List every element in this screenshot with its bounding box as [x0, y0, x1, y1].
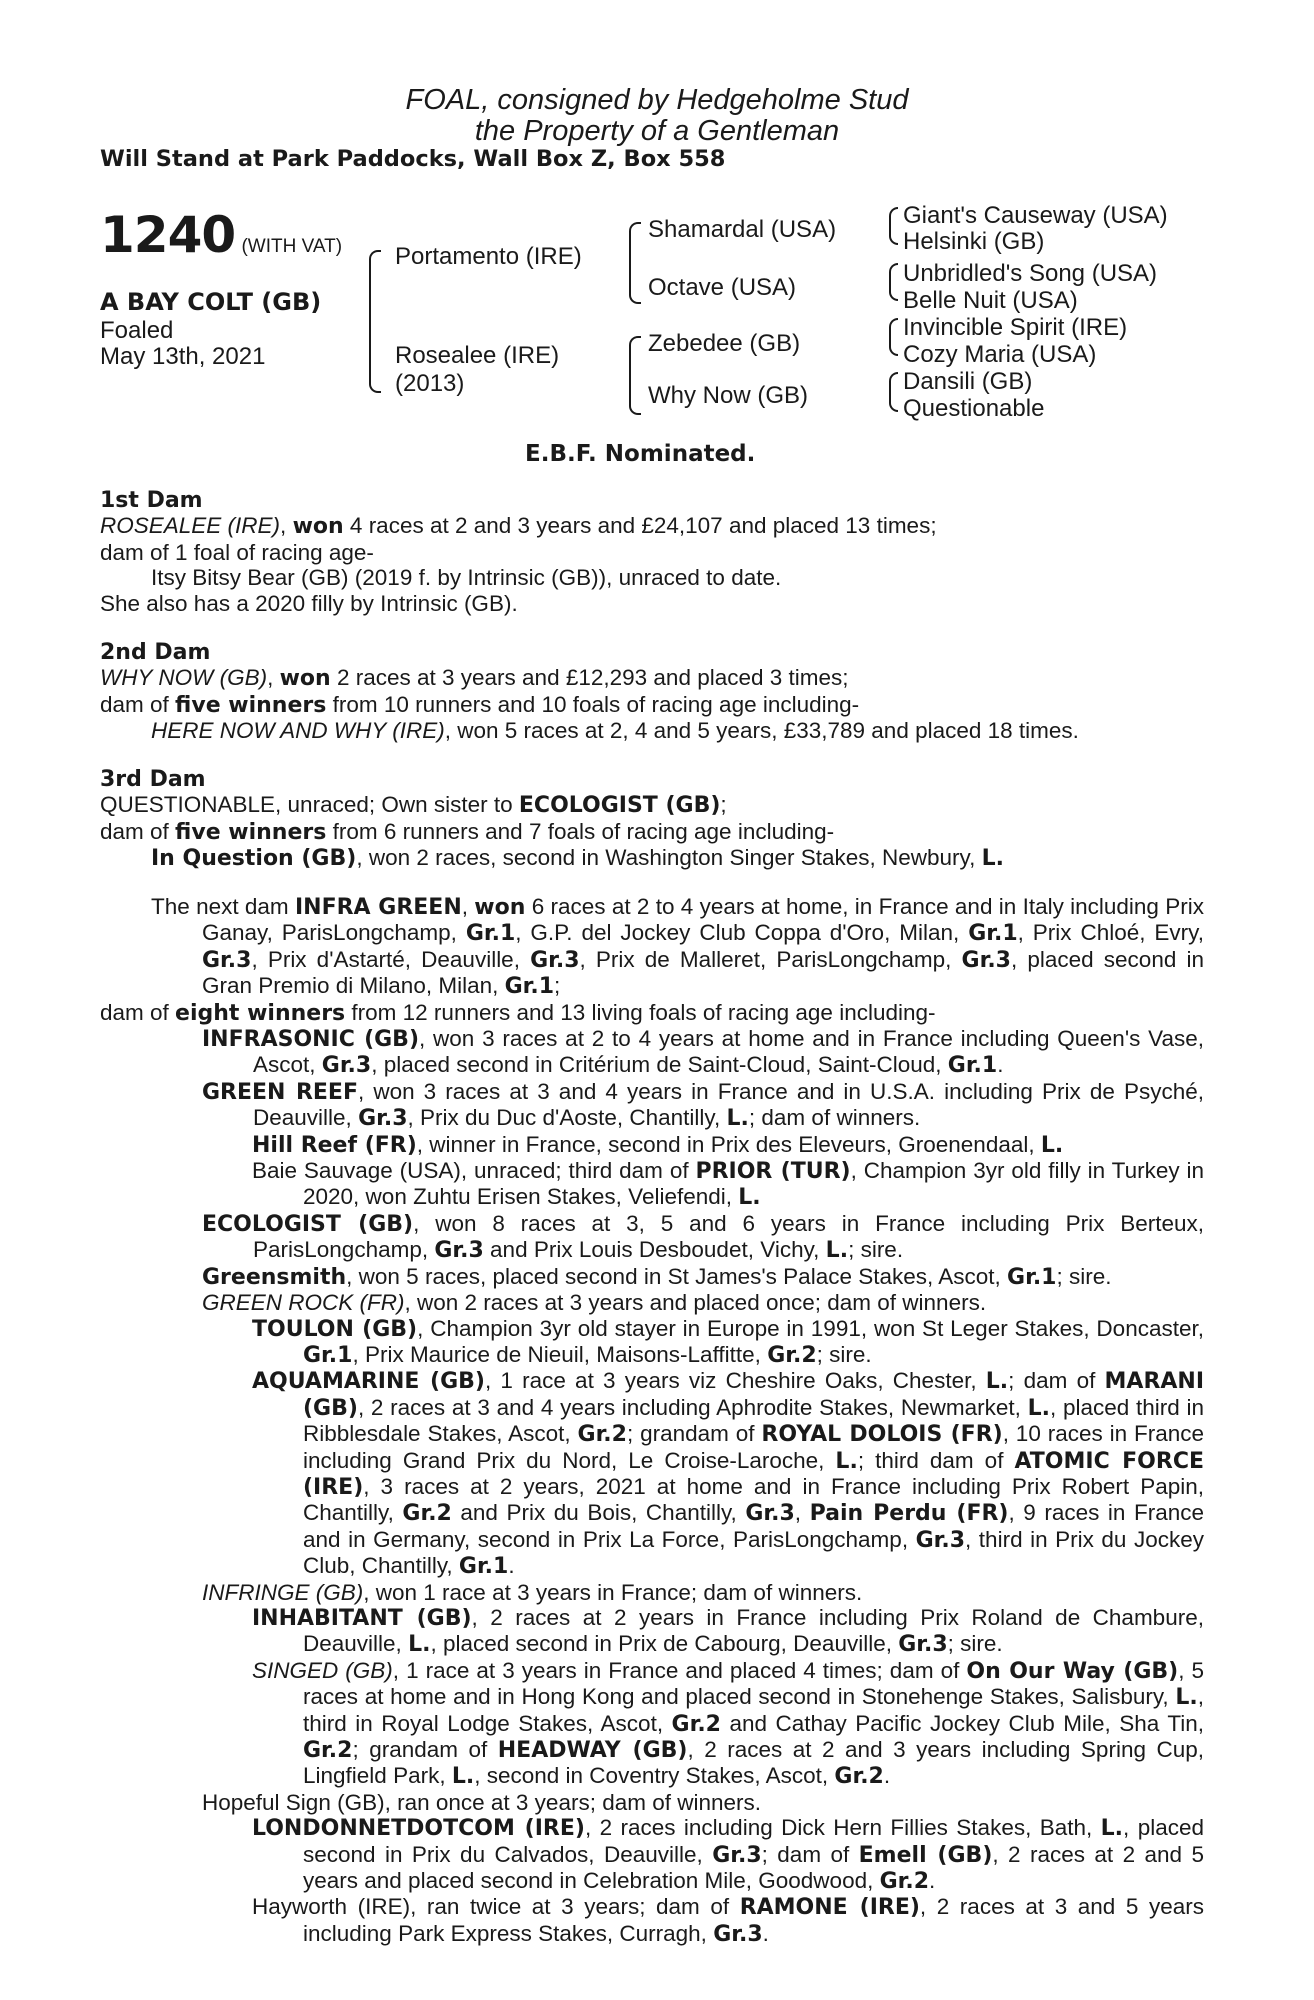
dam-dam: Why Now (GB) [648, 382, 809, 409]
sire-sire: Shamardal (USA) [648, 216, 837, 243]
dam-sire: Zebedee (GB) [648, 330, 801, 357]
text-run: , Prix d'Astarté, Deauville, [251, 946, 531, 972]
text-run: AQUAMARINE (GB) [252, 1369, 485, 1395]
text-run: Gr.1 [465, 921, 516, 947]
text-run: INHABITANT (GB) [252, 1605, 472, 1631]
text-run: , 1 race at 3 years in France and placed 4 times; dam of [392, 1657, 967, 1683]
text-run: GREEN ROCK (FR) [202, 1290, 405, 1316]
first-dam-line [100, 513, 1204, 539]
text: won [292, 514, 344, 540]
text-run: and Prix Louis Desboudet, Vichy, [483, 1237, 826, 1263]
text-run: , placed second in Critérium de Saint-Cloud, Saint-Cloud, [371, 1052, 948, 1078]
sire-dam: Octave (USA) [648, 274, 797, 301]
text-run: , placed second in Prix du Calvados, Deauville, [303, 1815, 1204, 1867]
text-run: Gr.2 [671, 1711, 721, 1737]
ss-sire: Giant's Causeway (USA) [903, 202, 1168, 229]
text-run: Gr.2 [402, 1501, 452, 1527]
text: five winners [175, 819, 327, 845]
text-run: , Prix Maurice de Nieuil, Maisons-Laffitte, [352, 1341, 768, 1367]
text-run: ECOLOGIST (GB) [202, 1211, 414, 1237]
ds-sire: Invincible Spirit (IRE) [903, 314, 1128, 341]
text-run: ; dam of [761, 1841, 859, 1867]
text-run: , won 3 races at 2 to 4 years at home and in France including Queen's Vase, Ascot, [253, 1026, 1205, 1078]
text-run: , 2 races at 2 years in France including Prix Roland de Chambure, Deauville, [303, 1604, 1204, 1657]
text: L. [981, 846, 1005, 872]
first-dam-section [100, 488, 1204, 616]
text-run: ; grandam of [626, 1421, 762, 1447]
text-run: L. [835, 1448, 858, 1474]
text-run: Gr.2 [767, 1342, 817, 1368]
dd-dam: Questionable [903, 395, 1045, 422]
text-run: L. [451, 1764, 475, 1790]
text-run: INFRINGE (GB) [202, 1579, 364, 1605]
second-dam-heading: 2nd Dam [100, 640, 211, 665]
text-run: , 2 races at 3 and 5 years including Park Express Stakes, Curragh, [303, 1894, 1204, 1946]
dam-name: ROSEALEE (IRE) [100, 513, 281, 539]
foaled-date: May 13th, 2021 [100, 343, 266, 370]
text-run: L. [1175, 1685, 1198, 1711]
text-run: , third in Prix du Jockey Club, Chantilly, [303, 1526, 1204, 1579]
text-run: Hill Reef (FR) [252, 1132, 417, 1158]
text-run: eight winners [175, 1000, 346, 1026]
sd-sire: Unbridled's Song (USA) [903, 260, 1158, 287]
text: dam of [100, 691, 176, 717]
text-run: , won 3 races at 3 and 4 years in France and in U.S.A. including Prix de Psyché, Deauville, [253, 1078, 1204, 1131]
foaled-label: Foaled [100, 317, 174, 344]
text-run: Gr.1 [1007, 1264, 1057, 1290]
text-run: won [474, 895, 526, 920]
text-run: Hayworth (IRE), ran twice at 3 years; dam of [252, 1894, 740, 1920]
text-run: ; sire. [1056, 1263, 1112, 1289]
text-run: , 3 races at 2 years, 2021 at home and in France including Prix Robert Papin, Chantilly, [303, 1473, 1204, 1526]
consignor-line: FOAL, consigned by Hedgeholme Stud [405, 84, 909, 116]
next-dam-section [100, 894, 1204, 1947]
produce-entry [100, 1658, 1204, 1790]
first-dam-line: dam of 1 foal of racing age- [100, 539, 374, 565]
text-run: , placed second in Gran Premio di Milano, Milan, [202, 946, 1204, 999]
text-run: Gr.1 [504, 974, 555, 1000]
produce-entry [100, 1264, 1204, 1290]
text-run: Gr.3 [434, 1238, 484, 1264]
sd-dam: Belle Nuit (USA) [903, 287, 1078, 314]
text-run: . [508, 1553, 515, 1579]
third-dam-line [100, 792, 1204, 818]
text-run: , Prix de Malleret, ParisLongchamp, [579, 946, 962, 972]
text-run: and Cathay Pacific Jockey Club Mile, Sha Tin, [720, 1710, 1204, 1736]
text-run: L. [985, 1369, 1009, 1395]
text-run: RAMONE (IRE) [739, 1895, 920, 1921]
text-run: , placed third in Ribblesdale Stakes, Ascot, [303, 1394, 1204, 1447]
text-run: Gr.3 [358, 1106, 408, 1132]
text-run: LONDONNETDOTCOM (IRE) [252, 1816, 585, 1842]
pedigree-brace-sd [889, 263, 898, 301]
text-run: , 5 races at home and in Hong Kong and placed second in Stonehenge Stakes, Salisbury, [303, 1657, 1205, 1710]
produce-entry [100, 1211, 1204, 1264]
stand-location: Will Stand at Park Paddocks, Wall Box Z, Box 558 [100, 146, 726, 172]
text-run: The next dam [151, 894, 295, 919]
text-run: TOULON (GB) [252, 1316, 418, 1342]
text-run: L. [408, 1632, 431, 1658]
text-run: Gr.3 [713, 1921, 763, 1947]
third-dam-heading: 3rd Dam [100, 767, 206, 792]
dd-sire: Dansili (GB) [903, 368, 1033, 395]
text-run: , winner in France, second in Prix des Eleveurs, Groenendaal, [416, 1131, 1041, 1157]
next-dam-produce [100, 1000, 1204, 1026]
text-run: and Prix du Bois, Chantilly, [451, 1500, 746, 1526]
text-run: Gr.3 [321, 1053, 372, 1079]
second-dam-line [100, 665, 1204, 691]
text-run: ATOMIC FORCE (IRE) [303, 1448, 1204, 1500]
text-run: . [929, 1868, 936, 1894]
text-run: , won 8 races at 3, 5 and 6 years in France including Prix Berteux, ParisLongchamp, [253, 1210, 1204, 1263]
text-run: , 9 races in France and in Germany, second in Prix La Force, ParisLongchamp, [303, 1500, 1204, 1552]
text: 2 races at 3 years and £12,293 and placed 3 times; [330, 665, 849, 691]
text: , won 2 races, second in Washington Singer Stakes, Newbury, [356, 845, 982, 871]
third-dam-line [100, 819, 1204, 845]
third-dam-section [100, 767, 1204, 872]
text: , won 5 races at 2, 4 and 5 years, £33,789 and placed 18 times. [444, 718, 1079, 744]
text-run: , 2 races at 3 and 4 years including Aphrodite Stakes, Newmarket, [357, 1394, 1028, 1420]
text-run: , 10 races in France including Grand Prix du Nord, Le Croise-Laroche, [303, 1421, 1205, 1473]
text-run: L. [1100, 1816, 1124, 1842]
text-run: Gr.1 [968, 921, 1018, 947]
text: ; [720, 792, 727, 818]
text-run: , Champion 3yr old stayer in Europe in 1991, won St Leger Stakes, Doncaster, [417, 1315, 1204, 1341]
produce-entry [100, 1605, 1204, 1658]
text-run: Hopeful Sign (GB), ran once at 3 years; dam of winners. [202, 1789, 762, 1815]
lot-description: A BAY COLT (GB) [100, 288, 322, 316]
text-run: Gr.2 [303, 1738, 353, 1763]
text-run: . [883, 1763, 891, 1789]
text-run: Gr.2 [577, 1422, 627, 1448]
text-run: Gr.2 [834, 1764, 884, 1790]
text-run: , 2 races including Dick Hern Fillies Stakes, Bath, [584, 1815, 1101, 1841]
text-run: , won 5 races, placed second in St James's Palace Stakes, Ascot, [346, 1263, 1008, 1289]
text: QUESTIONABLE, unraced; Own sister to [100, 792, 519, 818]
text: ECOLOGIST (GB) [518, 793, 721, 819]
text-run: L. [738, 1185, 761, 1211]
text-run: L. [1040, 1132, 1064, 1158]
ebf-nominated: E.B.F. Nominated. [525, 441, 756, 467]
text-run: Gr.3 [898, 1632, 948, 1658]
text-run: L. [1027, 1395, 1051, 1421]
text-run: . [762, 1920, 769, 1946]
text: In Question (GB) [151, 846, 357, 872]
produce-entry [100, 1158, 1204, 1211]
produce-entry [100, 1026, 1204, 1079]
text-run: Gr.2 [879, 1869, 930, 1895]
first-dam-line: Itsy Bitsy Bear (GB) (2019 f. by Intrinsic (GB)), unraced to date. [151, 565, 782, 591]
produce-entry [100, 1290, 1204, 1315]
text-run: On Our Way (GB) [966, 1658, 1179, 1684]
text-run: Gr.3 [530, 947, 580, 973]
text-run: INFRA GREEN [294, 895, 462, 920]
text-run: MARANI (GB) [303, 1369, 1205, 1421]
text-run: Gr.1 [458, 1554, 509, 1580]
sire: Portamento (IRE) [395, 243, 582, 270]
text-run: ; sire. [848, 1237, 904, 1263]
produce-entry [100, 1316, 1204, 1369]
text-run: , [461, 894, 475, 919]
text-run: Gr.3 [961, 947, 1011, 973]
text-run: Gr.1 [303, 1342, 353, 1368]
lot-heading [100, 206, 343, 264]
text-run: , 1 race at 3 years viz Cheshire Oaks, Chester, [484, 1368, 986, 1394]
produce-entry [100, 1132, 1204, 1158]
text-run: Gr.3 [915, 1527, 966, 1553]
text-run: Greensmith [202, 1264, 347, 1290]
text: , [267, 665, 280, 691]
text-run: Baie Sauvage (USA), unraced; third dam of [252, 1158, 696, 1184]
text-run: ; dam of winners. [748, 1105, 921, 1131]
text-run: Gr.1 [947, 1053, 998, 1079]
text-run: INFRASONIC (GB) [202, 1027, 420, 1053]
lot-number: 1240 [100, 206, 236, 264]
text-run: ROYAL DOLOIS (FR) [761, 1422, 1003, 1448]
text: five winners [175, 692, 327, 718]
text: HERE NOW AND WHY (IRE) [151, 718, 445, 744]
text-run: ; grandam of [352, 1737, 498, 1762]
second-dam-section [100, 640, 1204, 744]
text-run: , 2 races at 2 and 5 years and placed second in Celebration Mile, Goodwood, [303, 1841, 1204, 1894]
dam: Rosealee (IRE) [395, 342, 560, 369]
dam-name: WHY NOW (GB) [100, 665, 268, 691]
pedigree-brace-ss [889, 207, 898, 245]
second-dam-line [100, 692, 1204, 718]
text-run: ; [554, 973, 561, 999]
third-dam-line [100, 845, 1204, 871]
text-run: Gr.3 [745, 1501, 795, 1527]
text-run: , [794, 1500, 810, 1526]
dam-year: (2013) [395, 370, 465, 397]
produce-entry [100, 1079, 1204, 1132]
produce-entry [100, 1894, 1204, 1947]
text-run: Emell (GB) [858, 1842, 993, 1868]
ds-dam: Cozy Maria (USA) [903, 341, 1097, 368]
produce-entry [100, 1368, 1204, 1579]
text-run: GREEN REEF [202, 1079, 358, 1105]
produce-entry [100, 1815, 1204, 1894]
pedigree-brace-dd [889, 372, 898, 412]
text: from 6 runners and 7 foals of racing age including- [326, 818, 835, 844]
text: dam of [100, 818, 176, 844]
text-run: ; sire. [816, 1341, 872, 1367]
text-run: ; dam of [1008, 1368, 1105, 1394]
property-line: the Property of a Gentleman [474, 115, 840, 147]
pedigree-brace-main [369, 250, 381, 393]
text: won [279, 666, 331, 692]
text-run: ; third dam of [857, 1447, 1015, 1473]
first-dam-heading: 1st Dam [100, 488, 203, 513]
text-run: , won 1 race at 3 years in France; dam of winners. [363, 1579, 863, 1605]
text-run: L. [726, 1106, 749, 1132]
text-run: , 2 races at 2 and 3 years including Spring Cup, Lingfield Park, [303, 1737, 1204, 1789]
text-run: dam of [100, 999, 176, 1025]
text-run: SINGED (GB) [252, 1657, 393, 1683]
pedigree-brace-sire [629, 222, 641, 304]
vat-note: (WITH VAT) [241, 236, 343, 257]
text-run: , second in Coventry Stakes, Ascot, [474, 1763, 835, 1789]
text-run: L. [825, 1238, 849, 1264]
next-dam-paragraph [100, 894, 1204, 1000]
text-run: Pain Perdu (FR) [809, 1501, 1009, 1527]
text-run: PRIOR (TUR) [695, 1159, 851, 1185]
text-run: , Prix Chloé, Evry, [1017, 920, 1205, 946]
text-run: , Champion 3yr old filly in Turkey in 2020, won Zuhtu Erisen Stakes, Veliefendi, [303, 1158, 1204, 1210]
text-run: Gr.3 [712, 1842, 762, 1868]
text-run: HEADWAY (GB) [497, 1738, 688, 1763]
produce-entry [100, 1790, 1204, 1815]
text-run: . [997, 1052, 1004, 1078]
second-dam-line [100, 718, 1204, 743]
text-run: from 12 runners and 13 living foals of racing age including- [345, 999, 936, 1025]
text-run: , won 2 races at 3 years and placed once; dam of winners. [404, 1290, 987, 1316]
pedigree-brace-dam [629, 336, 641, 415]
text-run: , Prix du Duc d'Aoste, Chantilly, [407, 1105, 727, 1131]
text-run: , third in Royal Lodge Stakes, Ascot, [303, 1684, 1204, 1736]
pedigree-brace-ds [889, 318, 898, 356]
text-run: , placed second in Prix de Cabourg, Deauville, [430, 1631, 899, 1657]
text: , [280, 513, 293, 539]
produce-entry [100, 1580, 1204, 1605]
text-run: Gr.3 [202, 947, 252, 973]
ss-dam: Helsinki (GB) [903, 228, 1045, 255]
text-run: ; sire. [947, 1631, 1003, 1657]
text: 4 races at 2 and 3 years and £24,107 and placed 13 times; [343, 513, 937, 539]
text: from 10 runners and 10 foals of racing age including- [326, 691, 860, 717]
text-run: , G.P. del Jockey Club Coppa d'Oro, Milan, [515, 920, 969, 946]
text-run: 6 races at 2 to 4 years at home, in France and in Italy including Prix Ganay, ParisLongchamp, [202, 894, 1204, 946]
first-dam-line: She also has a 2020 filly by Intrinsic (GB). [100, 590, 518, 616]
